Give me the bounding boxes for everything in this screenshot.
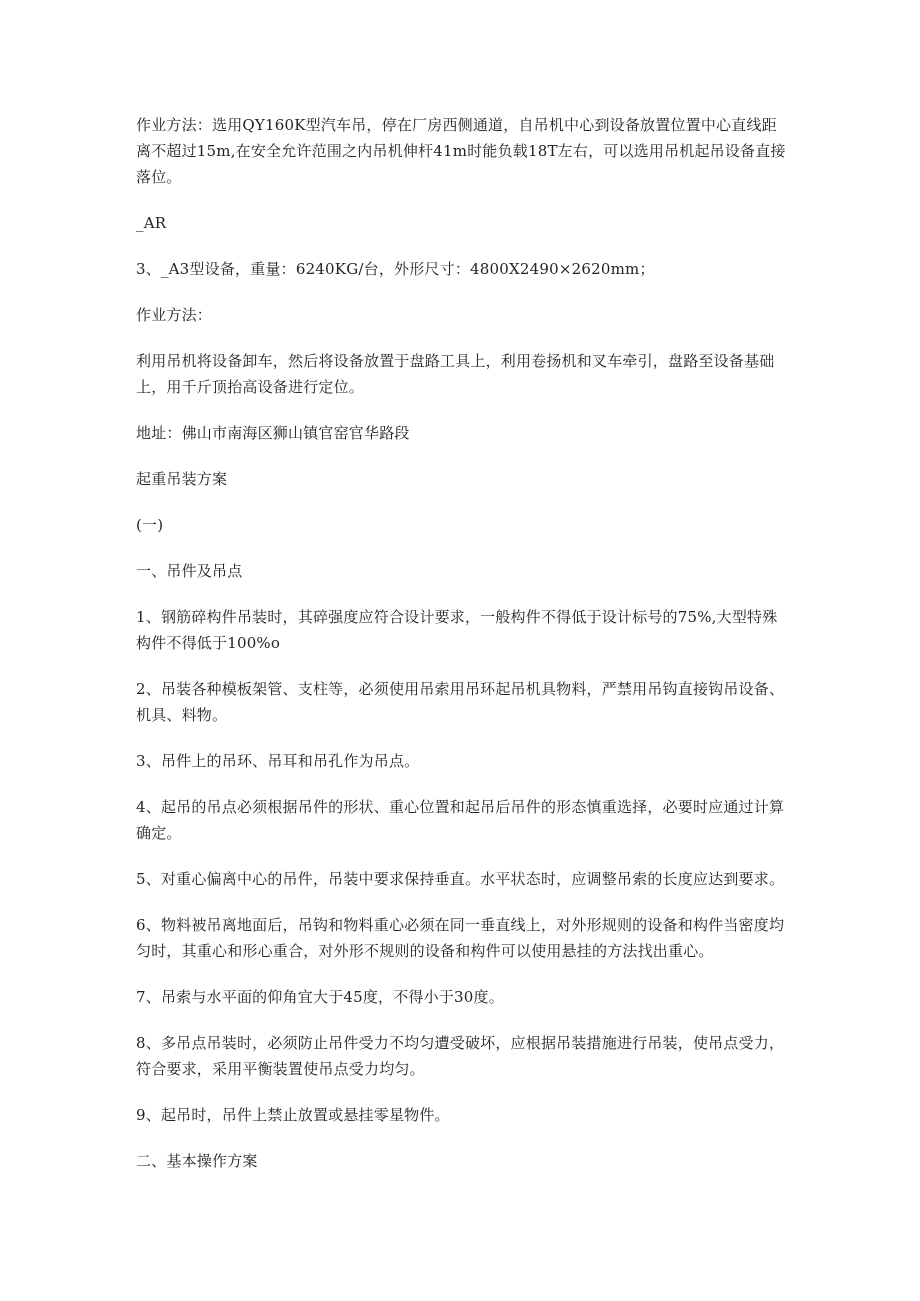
list-item-7: 7、吊索与水平面的仰角宜大于45度，不得小于30度。 [136,988,504,1006]
list-item-2: 2、吊装各种模板架管、支柱等，必须使用吊索用吊环起吊机具物料，严禁用吊钩直接钩吊设备、机具、料物。 [136,680,785,724]
list-item-5: 5、对重心偏离中心的吊件，吊装中要求保持垂直。水平状态时，应调整吊索的长度应达到要求。 [136,870,785,888]
section-heading-lifting-points: 一、吊件及吊点 [136,562,243,580]
document-body [136,112,791,1194]
paragraph-ar-label: _AR [136,214,167,232]
paragraph-a3-equipment-spec: 3、_A3型设备，重量：6240KG/台，外形尺寸：4800X2490×2620mm； [136,260,655,278]
section-title-lifting-plan: 起重吊装方案 [136,470,228,488]
paragraph-work-method-heading: 作业方法： [136,306,213,324]
section-heading-basic-operation: 二、基本操作方案 [136,1152,258,1170]
paragraph-address: 地址：佛山市南海区狮山镇官窑官华路段 [136,424,410,442]
section-number-one: (一) [136,516,164,534]
list-item-8: 8、多吊点吊装时，必须防止吊件受力不均匀遭受破坏，应根据吊装措施进行吊装，使吊点受力，符合要求，采用平衡装置使吊点受力均匀。 [136,1034,785,1078]
list-item-9: 9、起吊时，吊件上禁止放置或悬挂零星物件。 [136,1106,450,1124]
paragraph-work-method-crane: 作业方法：选用QY160K型汽车吊，停在厂房西侧通道，自吊机中心到设备放置位置中心直线距离不超过15m,在安全允许范围之内吊机伸杆41m时能负载18T左右，可以选用吊机起吊设备直接落位。 [136,116,786,186]
paragraph-unloading-method: 利用吊机将设备卸车，然后将设备放置于盘路工具上，利用卷扬机和叉车牵引，盘路至设备基础上，用千斤顶抬高设备进行定位。 [136,352,775,396]
list-item-1: 1、钢筋碎构件吊装时，其碎强度应符合设计要求，一般构件不得低于设计标号的75%,大型特殊构件不得低于100%o [136,608,778,652]
list-item-6: 6、物料被吊离地面后，吊钩和物料重心必须在同一垂直线上，对外形规则的设备和构件当密度均匀时，其重心和形心重合，对外形不规则的设备和构件可以使用悬挂的方法找出重心。 [136,916,785,960]
list-item-3: 3、吊件上的吊环、吊耳和吊孔作为吊点。 [136,752,420,770]
list-item-4: 4、起吊的吊点必须根据吊件的形状、重心位置和起吊后吊件的形态慎重选择，必要时应通过计算确定。 [136,798,785,842]
